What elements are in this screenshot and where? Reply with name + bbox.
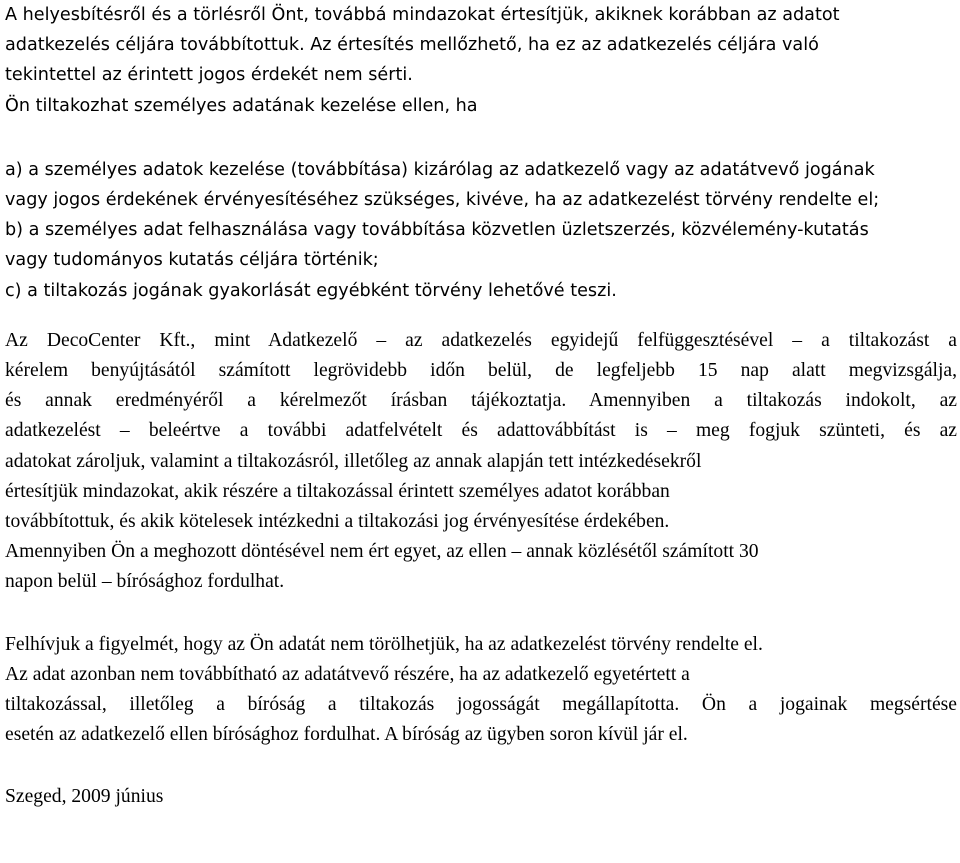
text-line: értesítjük mindazokat, akik részére a tiltakozással érintett személyes adatot korábban	[5, 480, 670, 502]
text-line: A helyesbítésről és a törlésről Önt, továbbá mindazokat értesítjük, akiknek korábban az adatot	[5, 5, 840, 25]
spacer	[5, 598, 957, 630]
document-page	[5, 0, 957, 813]
paragraph-notification	[5, 0, 957, 121]
text-line: és annak eredményéről a kérelmezőt írásban tájékoztatja. Amennyiben a tiltakozás indokolt, az	[5, 390, 957, 412]
place-date: Szeged, 2009 június	[5, 786, 164, 808]
text-line: napon belül ‒ bírósághoz fordulhat.	[5, 571, 285, 593]
signature-block	[5, 782, 957, 812]
paragraph-deletion-notice	[5, 630, 957, 751]
spacer	[5, 121, 957, 155]
text-line: Az adat azonban nem továbbítható az adatátvevő részére, ha az adatkezelő egyetértett a	[5, 663, 690, 685]
list-item-b-cont: vagy tudományos kutatás céljára történik;	[5, 250, 379, 271]
paragraph-controller-procedure	[5, 326, 957, 598]
text-line: adatkezelés céljára továbbítottuk. Az értesítés mellőzhető, ha ez az adatkezelés céljára való	[5, 35, 819, 56]
text-line: továbbítottuk, és akik kötelesek intézkedni a tiltakozási jog érvényesítése érdekében.	[5, 511, 670, 533]
list-item-a: a) a személyes adatok kezelése (továbbítása) kizárólag az adatkezelő vagy az adatátvevő jogának	[5, 159, 875, 180]
text-line: adatokat zároljuk, valamint a tiltakozásról, illetőleg az annak alapján tett intézkedésekről	[5, 450, 702, 472]
list-item-b: b) a személyes adat felhasználása vagy továbbítása közvetlen üzletszerzés, közvélemény-kutatás	[5, 220, 869, 241]
paragraph-objection-conditions	[5, 155, 957, 306]
list-item-c: c) a tiltakozás jogának gyakorlását egyébként törvény lehetővé teszi.	[5, 280, 617, 301]
list-item-a-cont: vagy jogos érdekének érvényesítéséhez szükséges, kivéve, ha az adatkezelést törvény rendelte el;	[5, 190, 880, 211]
text-line: Az DecoCenter Kft., mint Adatkezelő ‒ az adatkezelés egyidejű felfüggesztésével ‒ a tiltakozást a	[5, 329, 957, 351]
text-line: Ön tiltakozhat személyes adatának kezelése ellen, ha	[5, 95, 478, 116]
text-line: tekintettel az érintett jogos érdekét nem sérti.	[5, 65, 413, 86]
text-line: Amennyiben Ön a meghozott döntésével nem ért egyet, az ellen ‒ annak közlésétől számított 30	[5, 541, 759, 563]
spacer	[5, 750, 957, 782]
spacer	[5, 306, 957, 326]
text-line: Felhívjuk a figyelmét, hogy az Ön adatát nem törölhetjük, ha az adatkezelést törvény rendelte el.	[5, 633, 763, 655]
text-line: esetén az adatkezelő ellen bírósághoz fordulhat. A bíróság az ügyben soron kívül jár el.	[5, 724, 688, 746]
text-line: tiltakozással, illetőleg a bíróság a tiltakozás jogosságát megállapította. Ön a jogainak megsértése	[5, 694, 957, 716]
text-line: adatkezelést ‒ beleértve a további adatfelvételt és adattovábbítást is ‒ meg fogjuk szünteti, és az	[5, 420, 957, 442]
text-line: kérelem benyújtásától számított legrövidebb időn belül, de legfeljebb 15 nap alatt megvizsgálja,	[5, 360, 957, 382]
